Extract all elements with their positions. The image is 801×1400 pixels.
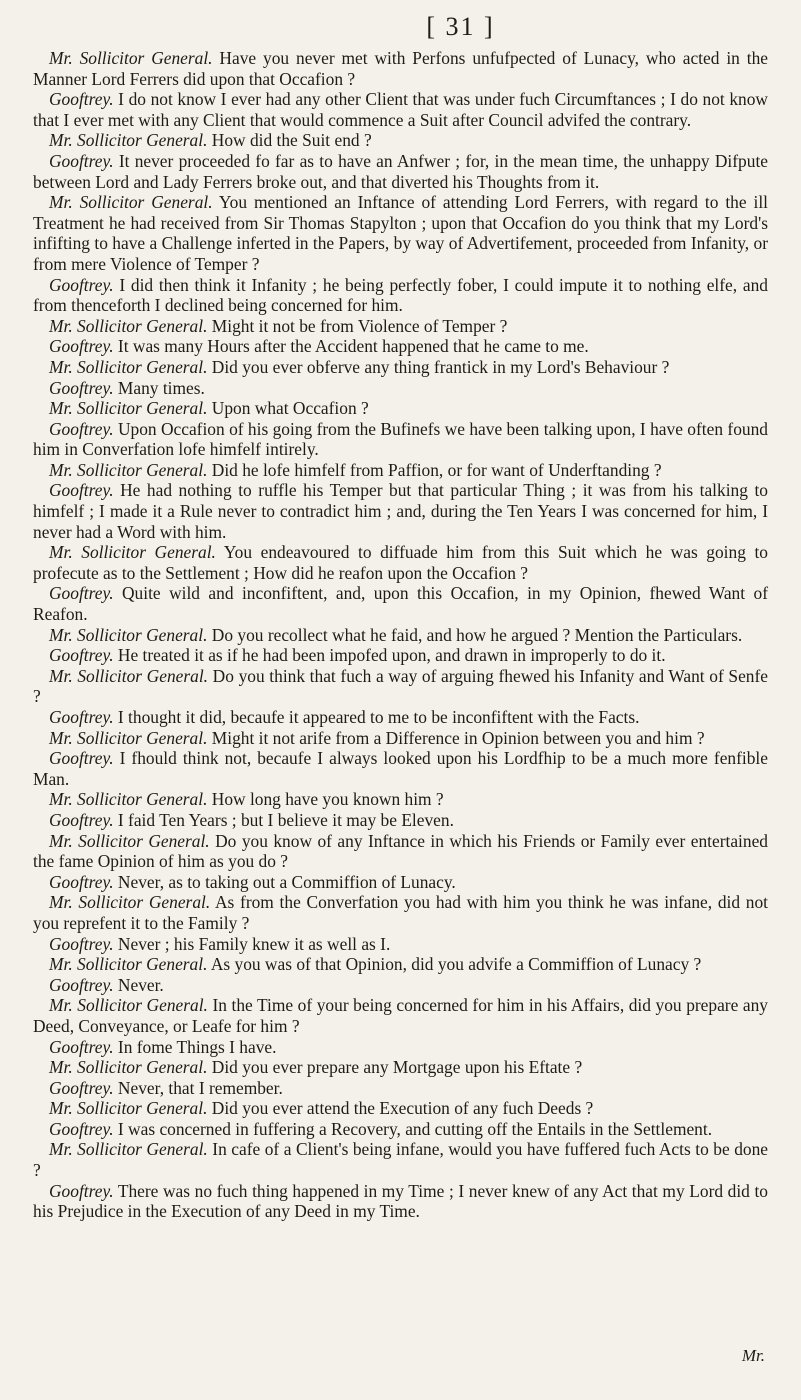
testimony-paragraph bbox=[33, 336, 768, 357]
speaker-name: Gooftrey. bbox=[49, 707, 114, 727]
testimony-paragraph bbox=[33, 583, 768, 624]
speech-text: Never, that I remember. bbox=[113, 1077, 283, 1098]
speech-text: You endeavoured to diffuade him from this Suit which he was going to profecute as to the Settlement ; How did he reafon upon the Occafion ? bbox=[33, 542, 769, 583]
testimony-paragraph bbox=[33, 995, 768, 1036]
speaker-name: Gooftrey. bbox=[49, 583, 114, 604]
testimony-paragraph bbox=[33, 1057, 768, 1078]
speech-text: As from the Converfation you had with him you think he was infane, did not you reprefent it to the Family ? bbox=[33, 892, 768, 933]
speech-text: He treated it as if he had been impofed upon, and drawn in improperly to do it. bbox=[113, 645, 666, 666]
body-text bbox=[33, 48, 768, 1222]
speaker-name: Mr. Sollicitor General. bbox=[49, 459, 208, 480]
testimony-paragraph bbox=[33, 954, 768, 975]
speaker-name: Mr. Sollicitor General. bbox=[49, 624, 208, 645]
speaker-name: Mr. Sollicitor General. bbox=[49, 542, 216, 563]
speaker-name: Mr. Sollicitor General. bbox=[49, 398, 208, 419]
speaker-name: Gooftrey. bbox=[49, 89, 114, 110]
speech-text: Never. bbox=[113, 974, 164, 995]
speaker-name: Gooftrey. bbox=[49, 933, 114, 954]
testimony-paragraph bbox=[33, 378, 768, 399]
testimony-paragraph bbox=[33, 934, 768, 955]
testimony-paragraph bbox=[33, 728, 768, 749]
speech-text: You mentioned an Inftance of attending Lord Ferrers, with regard to the ill Treatment he had received from Sir Thomas Stapylton ; upon that Occafion do you think that my Lord's infifting to have a Challenge inferted in the Papers, by way of Advertifement, proceeded from Infanity, or from mere Violence of Temper ? bbox=[33, 192, 768, 274]
testimony-paragraph bbox=[33, 1119, 768, 1140]
speaker-name: Mr. Sollicitor General. bbox=[49, 192, 213, 213]
speech-text: Many times. bbox=[113, 377, 205, 398]
testimony-paragraph bbox=[33, 1139, 768, 1180]
speaker-name: Gooftrey. bbox=[49, 809, 114, 830]
speaker-name: Gooftrey. bbox=[49, 336, 114, 357]
testimony-paragraph bbox=[33, 192, 768, 274]
speech-text: Upon Occafion of his going from the Bufinefs we have been talking upon, I have often found him in Converfation lofe himfelf intirely. bbox=[33, 418, 768, 460]
speech-text: Did he lofe himfelf from Paffion, or for want of Underftanding ? bbox=[207, 459, 662, 480]
speech-text: Never, as to taking out a Commiffion of Lunacy. bbox=[113, 871, 456, 892]
testimony-paragraph bbox=[33, 398, 768, 419]
speech-text: It never proceeded fo far as to have an Anfwer ; for, in the mean time, the unhappy Difpute between Lord and Lady Ferrers broke out, and that diverted his Thoughts from it. bbox=[33, 150, 768, 192]
speaker-name: Gooftrey. bbox=[49, 274, 114, 295]
testimony-paragraph bbox=[33, 1078, 768, 1099]
speaker-name: Mr. Sollicitor General. bbox=[49, 665, 209, 686]
speaker-name: Gooftrey. bbox=[49, 645, 114, 666]
testimony-paragraph bbox=[33, 419, 768, 460]
testimony-paragraph bbox=[33, 316, 768, 337]
speech-text: In cafe of a Client's being infane, would you have fuffered fuch Acts to be done ? bbox=[33, 1139, 769, 1181]
speech-text: Never ; his Family knew it as well as I. bbox=[113, 933, 391, 954]
speaker-name: Gooftrey. bbox=[49, 480, 114, 501]
speaker-name: Gooftrey. bbox=[49, 871, 114, 892]
speech-text: Do you recollect what he faid, and how he argued ? Mention the Particulars. bbox=[207, 624, 743, 645]
speaker-name: Mr. Sollicitor General. bbox=[49, 48, 213, 68]
speech-text: Did you ever obferve any thing frantick in my Lord's Behaviour ? bbox=[207, 356, 670, 377]
testimony-paragraph bbox=[33, 357, 768, 378]
speech-text: How did the Suit end ? bbox=[207, 130, 372, 151]
speech-text: Have you never met with Perfons unfufpected of Lunacy, who acted in the Manner Lord Ferrers did upon that Occafion ? bbox=[33, 48, 768, 89]
speech-text: Upon what Occafion ? bbox=[207, 398, 369, 419]
speaker-name: Mr. Sollicitor General. bbox=[49, 830, 210, 851]
testimony-paragraph bbox=[33, 892, 768, 933]
testimony-paragraph bbox=[33, 707, 768, 728]
speaker-name: Gooftrey. bbox=[49, 1036, 114, 1057]
testimony-paragraph bbox=[33, 480, 768, 542]
testimony-paragraph bbox=[33, 542, 768, 583]
speech-text: Did you ever attend the Execution of any fuch Deeds ? bbox=[207, 1098, 594, 1119]
speaker-name: Mr. Sollicitor General. bbox=[49, 130, 208, 151]
testimony-paragraph bbox=[33, 666, 768, 707]
speaker-name: Mr. Sollicitor General. bbox=[49, 995, 208, 1016]
testimony-paragraph bbox=[33, 460, 768, 481]
testimony-paragraph bbox=[33, 831, 768, 872]
testimony-paragraph bbox=[33, 789, 768, 810]
speaker-name: Mr. Sollicitor General. bbox=[49, 892, 211, 913]
testimony-paragraph bbox=[33, 275, 768, 316]
speech-text: In fome Things I have. bbox=[113, 1036, 277, 1057]
speech-text: I thought it did, becaufe it appeared to me to be inconfiftent with the Facts. bbox=[113, 707, 640, 727]
catchword: Mr. bbox=[741, 1346, 765, 1365]
speech-text: Might it not be from Violence of Temper ? bbox=[207, 315, 508, 336]
speaker-name: Gooftrey. bbox=[49, 418, 114, 439]
speech-text: Do you think that fuch a way of arguing fhewed his Infanity and Want of Senfe ? bbox=[33, 665, 768, 707]
speech-text: He had nothing to ruffle his Temper but that particular Thing ; it was from his talking to himfelf ; I made it a Rule never to contradict him ; and, during the Ten Years I was concerned for him, I never had a Word with him. bbox=[33, 480, 768, 542]
speech-text: I do not know I ever had any other Client that was under fuch Circumftances ; I do not know that I ever met with any Client that would commence a Suit after Council advifed the contrary. bbox=[33, 89, 768, 130]
speaker-name: Mr. Sollicitor General. bbox=[49, 727, 208, 748]
testimony-paragraph bbox=[33, 48, 768, 89]
testimony-paragraph bbox=[33, 1037, 768, 1058]
speech-text: It was many Hours after the Accident happened that he came to me. bbox=[113, 336, 589, 357]
speech-text: Quite wild and inconfiftent, and, upon this Occafion, in my Opinion, fhewed Want of Reafon. bbox=[33, 583, 768, 625]
speaker-name: Mr. Sollicitor General. bbox=[49, 1098, 208, 1119]
speech-text: As you was of that Opinion, did you advife a Commiffion of Lunacy ? bbox=[207, 954, 702, 975]
speech-text: I did then think it Infanity ; he being perfectly fober, I could impute it to nothing elfe, and from thenceforth I declined being concerned for him. bbox=[33, 274, 768, 316]
speech-text: I was concerned in fuffering a Recovery, and cutting off the Entails in the Settlement. bbox=[113, 1118, 713, 1139]
testimony-paragraph bbox=[33, 625, 768, 646]
testimony-paragraph bbox=[33, 810, 768, 831]
speaker-name: Gooftrey. bbox=[49, 150, 114, 171]
speech-text: There was no fuch thing happened in my Time ; I never knew of any Act that my Lord did to his Prejudice in the Execution of any Deed in my Time. bbox=[33, 1180, 768, 1222]
speech-text: I faid Ten Years ; but I believe it may be Eleven. bbox=[113, 809, 454, 830]
testimony-paragraph bbox=[33, 1098, 768, 1119]
speech-text: In the Time of your being concerned for him in his Affairs, did you prepare any Deed, Conveyance, or Leafe for him ? bbox=[33, 995, 769, 1036]
testimony-paragraph bbox=[33, 872, 768, 893]
testimony-paragraph bbox=[33, 151, 768, 192]
speaker-name: Mr. Sollicitor General. bbox=[49, 1057, 208, 1078]
speaker-name: Mr. Sollicitor General. bbox=[49, 315, 208, 336]
speaker-name: Gooftrey. bbox=[49, 974, 114, 995]
speaker-name: Mr. Sollicitor General. bbox=[49, 954, 208, 975]
speaker-name: Gooftrey. bbox=[49, 1180, 114, 1201]
speech-text: Do you know of any Inftance in which his Friends or Family ever entertained the fame Opinion of him as you do ? bbox=[33, 830, 768, 872]
testimony-paragraph bbox=[33, 89, 768, 130]
speaker-name: Gooftrey. bbox=[49, 377, 114, 398]
speech-text: Might it not arife from a Difference in Opinion between you and him ? bbox=[207, 727, 705, 748]
speech-text: I fhould think not, becaufe I always looked upon his Lordfhip to be a much more fenfible Man. bbox=[33, 748, 768, 789]
speech-text: Did you ever prepare any Mortgage upon his Eftate ? bbox=[207, 1057, 583, 1078]
testimony-paragraph bbox=[33, 645, 768, 666]
speaker-name: Gooftrey. bbox=[49, 1118, 114, 1139]
speaker-name: Gooftrey. bbox=[49, 1077, 114, 1098]
testimony-paragraph bbox=[33, 1181, 768, 1222]
testimony-paragraph bbox=[33, 748, 768, 789]
speaker-name: Mr. Sollicitor General. bbox=[49, 1139, 208, 1160]
page-number: [ 31 ] bbox=[426, 12, 495, 41]
testimony-paragraph bbox=[33, 130, 768, 151]
testimony-paragraph bbox=[33, 975, 768, 996]
speaker-name: Gooftrey. bbox=[49, 748, 114, 769]
speaker-name: Mr. Sollicitor General. bbox=[49, 789, 208, 810]
speaker-name: Mr. Sollicitor General. bbox=[49, 356, 208, 377]
speech-text: How long have you known him ? bbox=[207, 789, 444, 810]
